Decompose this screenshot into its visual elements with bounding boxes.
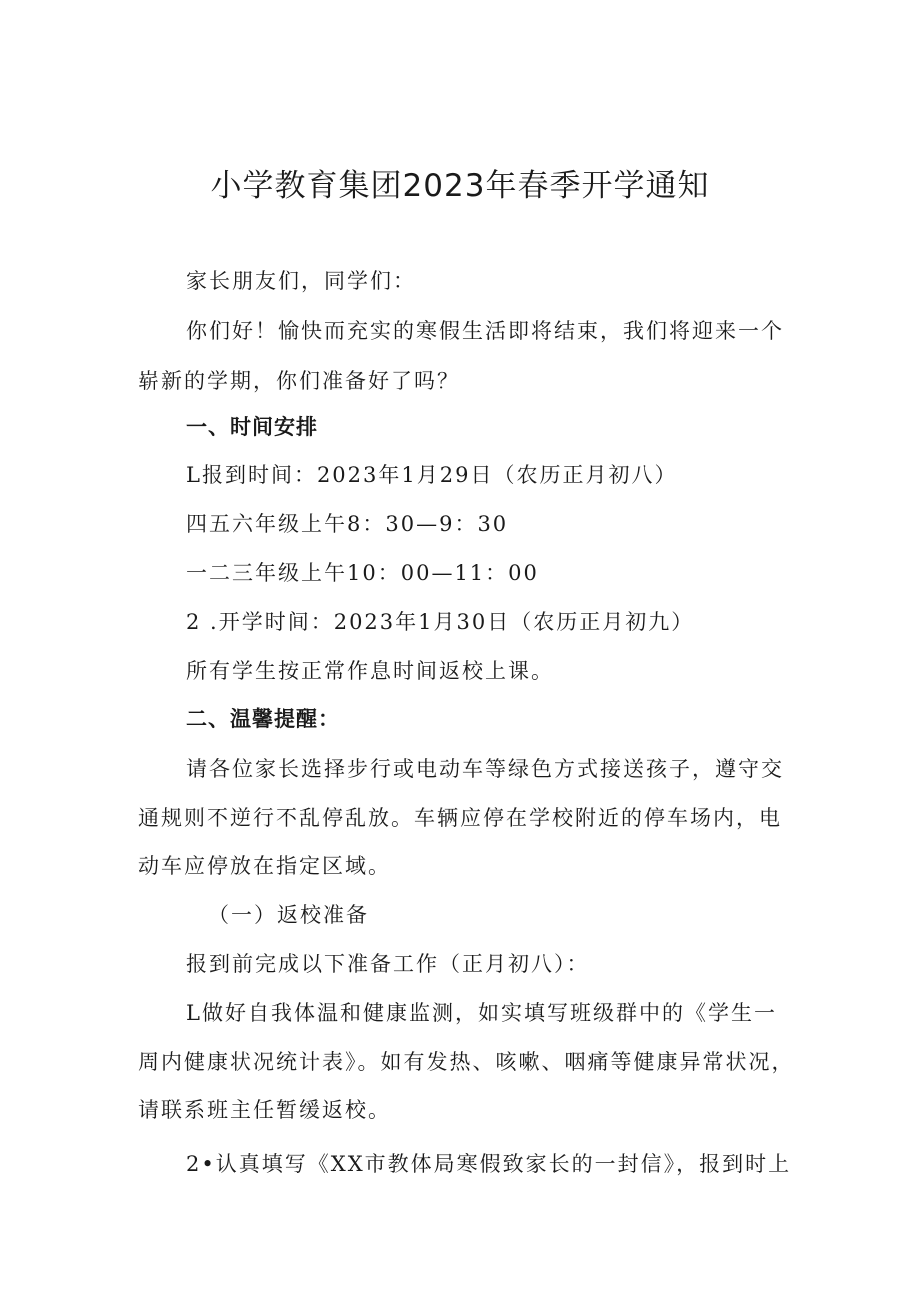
intro-line-1: 你们好！愉快而充实的寒假生活即将结束，我们将迎来一个 (186, 319, 784, 343)
document-title: 小学教育集团2023年春季开学通知 (210, 168, 710, 204)
greeting: 家长朋友们，同学们： (186, 269, 416, 293)
intro-line-2: 崭新的学期，你们准备好了吗？ (138, 369, 460, 393)
return-prep-subheading: （一）返校准备 (208, 903, 369, 927)
reminder-line-3: 动车应停放在指定区域。 (138, 854, 391, 878)
item-1-line-3: 请联系班主任暂缓返校。 (138, 1098, 391, 1122)
grades-456-time: 四五六年级上午8：30—9：30 (186, 512, 509, 536)
section-1-heading: 一、时间安排 (186, 415, 318, 439)
grades-123-time: 一二三年级上午10：00—11：00 (186, 561, 539, 585)
reminder-line-2: 通规则不逆行不乱停乱放。车辆应停在学校附近的停车场内，电 (138, 806, 782, 830)
report-time: L报到时间：2023年1月29日（农历正月初八） (186, 463, 678, 487)
section-2-heading: 二、温馨提醒： (186, 707, 340, 731)
all-students-note: 所有学生按正常作息时间返校上课。 (186, 659, 554, 683)
item-1-line-1: L做好自我体温和健康监测，如实填写班级群中的《学生一 (186, 1001, 777, 1025)
item-2-line-1: 2•认真填写《XX市教体局寒假致家长的一封信》，报到时上 (186, 1152, 792, 1176)
start-time: 2 .开学时间：2023年1月30日（农历正月初九） (186, 610, 695, 634)
reminder-line-1: 请各位家长选择步行或电动车等绿色方式接送孩子，遵守交 (186, 757, 784, 781)
item-1-line-2: 周内健康状况统计表》。如有发热、咳嗽、咽痛等健康异常状况， (138, 1050, 795, 1074)
prep-intro: 报到前完成以下准备工作（正月初八）： (186, 952, 590, 976)
